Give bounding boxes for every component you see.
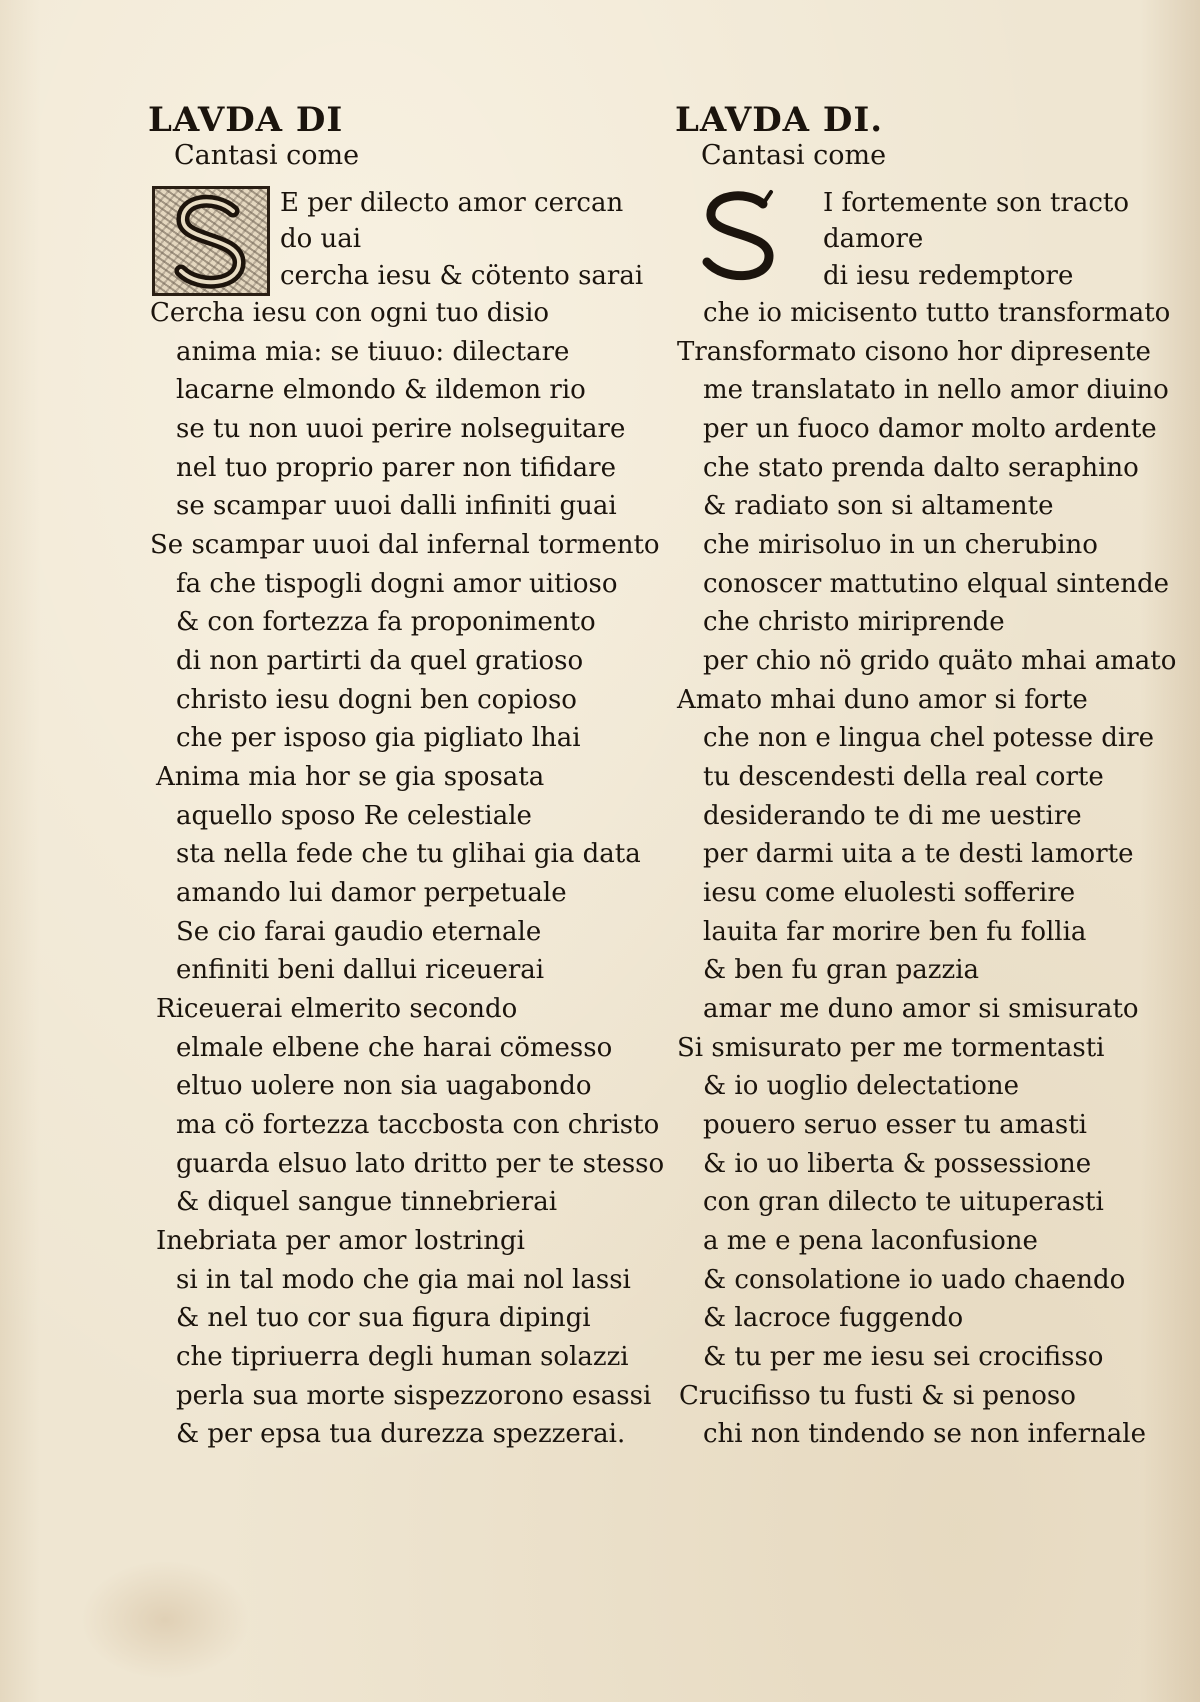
- verse-line: & io uoglio delectatione: [703, 1071, 1020, 1101]
- verse-line: anima mia: se tiuuo: dilectare: [176, 337, 570, 367]
- left-opening-line: do uai: [280, 224, 362, 254]
- verse-line: Cercha iesu con ogni tuo disio: [150, 298, 550, 328]
- verse-line: tu descendesti della real corte: [703, 762, 1104, 792]
- verse-line: sta nella fede che tu glihai gia data: [176, 839, 641, 869]
- initial-s-image: [689, 186, 799, 286]
- verse-line: a me e pena laconfusione: [703, 1226, 1038, 1256]
- verse-line: & io uo liberta & possessione: [703, 1149, 1092, 1179]
- verse-line: con gran dilecto te uituperasti: [703, 1187, 1104, 1217]
- verse-line: che non e lingua chel potesse dire: [703, 723, 1155, 753]
- verse-line: Riceuerai elmerito secondo: [156, 994, 518, 1024]
- right-opening-line: I fortemente son tracto: [823, 188, 1130, 218]
- verse-line: si in tal modo che gia mai nol lassi: [176, 1265, 631, 1295]
- right-subheading: Cantasi come: [701, 140, 887, 171]
- verse-line: pouero seruo esser tu amasti: [703, 1110, 1087, 1140]
- verse-line: Inebriata per amor lostringi: [156, 1226, 525, 1256]
- left-heading: LAVDA DI: [148, 100, 344, 140]
- verse-line: & per epsa tua durezza spezzerai.: [176, 1419, 626, 1449]
- verse-line: Transformato cisono hor dipresente: [677, 337, 1151, 367]
- verse-line: chi non tindendo se non infernale: [703, 1419, 1146, 1449]
- verse-line: me translatato in nello amor diuino: [703, 375, 1169, 405]
- page-stain: [80, 1560, 250, 1680]
- verse-line: eltuo uolere non sia uagabondo: [176, 1071, 592, 1101]
- verse-line: Se scampar uuoi dal infernal tormento: [150, 530, 660, 560]
- verse-line: amando lui damor perpetuale: [176, 878, 567, 908]
- verse-line: desiderando te di me uestire: [703, 801, 1082, 831]
- verse-line: & tu per me iesu sei crocifisso: [703, 1342, 1104, 1372]
- decorated-initial-s-image: [155, 189, 267, 293]
- verse-line: aquello sposo Re celestiale: [176, 801, 532, 831]
- verse-line: guarda elsuo lato dritto per te stesso: [176, 1149, 665, 1179]
- verse-line: Amato mhai duno amor si forte: [677, 685, 1088, 715]
- verse-line: & nel tuo cor sua figura dipingi: [176, 1303, 591, 1333]
- verse-line: perla sua morte sispezzorono esassi: [176, 1381, 652, 1411]
- verse-line: christo iesu dogni ben copioso: [176, 685, 577, 715]
- verse-line: enfiniti beni dallui riceuerai: [176, 955, 545, 985]
- verse-line: fa che tispogli dogni amor uitioso: [176, 569, 618, 599]
- verse-line: & lacroce fuggendo: [703, 1303, 964, 1333]
- verse-line: se scampar uuoi dalli infiniti guai: [176, 491, 617, 521]
- verse-line: di non partirti da quel gratioso: [176, 646, 584, 676]
- verse-line: nel tuo proprio parer non tifidare: [176, 453, 616, 483]
- verse-line: lauita far morire ben fu follia: [703, 917, 1087, 947]
- verse-line: amar me duno amor si smisurato: [703, 994, 1139, 1024]
- verse-line: per un fuoco damor molto ardente: [703, 414, 1157, 444]
- verse-line: se tu non uuoi perire nolseguitare: [176, 414, 626, 444]
- verse-line: & con fortezza fa proponimento: [176, 607, 596, 637]
- verse-line: che tipriuerra degli human solazzi: [176, 1342, 629, 1372]
- verse-line: che io micisento tutto transformato: [703, 298, 1171, 328]
- right-heading: LAVDA DI.: [675, 100, 884, 140]
- verse-line: che mirisoluo in un cherubino: [703, 530, 1098, 560]
- verse-line: elmale elbene che harai cömesso: [176, 1033, 613, 1063]
- verse-line: lacarne elmondo & ildemon rio: [176, 375, 586, 405]
- verse-line: che stato prenda dalto seraphino: [703, 453, 1139, 483]
- verse-line: Se cio farai gaudio eternale: [176, 917, 542, 947]
- verse-line: che christo miriprende: [703, 607, 1005, 637]
- right-opening-line: damore: [823, 224, 924, 254]
- verse-line: & radiato son si altamente: [703, 491, 1054, 521]
- left-opening-line: cercha iesu & cötento sarai: [280, 261, 644, 291]
- verse-line: Anima mia hor se gia sposata: [156, 762, 545, 792]
- verse-line: che per isposo gia pigliato lhai: [176, 723, 581, 753]
- verse-line: per darmi uita a te desti lamorte: [703, 839, 1134, 869]
- decorated-initial-woodcut: [152, 186, 270, 296]
- verse-line: iesu come eluolesti sofferire: [703, 878, 1076, 908]
- left-opening-line: E per dilecto amor cercan: [280, 188, 624, 218]
- verse-line: & consolatione io uado chaendo: [703, 1265, 1126, 1295]
- verse-line: conoscer mattutino elqual sintende: [703, 569, 1170, 599]
- verse-line: Si smisurato per me tormentasti: [677, 1033, 1105, 1063]
- verse-line: & diquel sangue tinnebrierai: [176, 1187, 558, 1217]
- left-subheading: Cantasi come: [174, 140, 360, 171]
- verse-line: & ben fu gran pazzia: [703, 955, 980, 985]
- right-opening-line: di iesu redemptore: [823, 261, 1074, 291]
- verse-line: Crucifisso tu fusti & si penoso: [679, 1381, 1076, 1411]
- decorated-initial-plain: [689, 186, 799, 286]
- verse-line: ma cö fortezza taccbosta con christo: [176, 1110, 660, 1140]
- verse-line: per chio nö grido quäto mhai amato: [703, 646, 1177, 676]
